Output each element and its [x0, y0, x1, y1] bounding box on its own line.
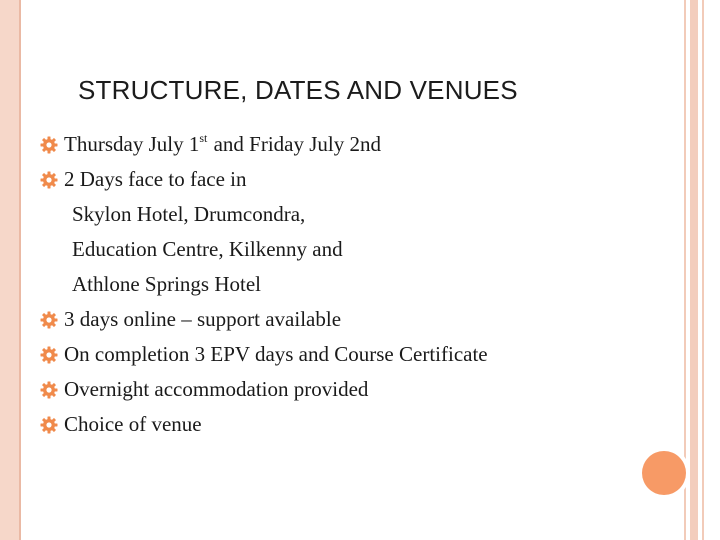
list-item-text: Overnight accommodation provided [64, 377, 369, 401]
list-item-text: Choice of venue [64, 412, 202, 436]
list-item [40, 337, 660, 372]
list-item [40, 407, 660, 442]
gear-icon [40, 311, 58, 329]
gear-icon [40, 381, 58, 399]
list-item-text: Skylon Hotel, Drumcondra, [72, 202, 306, 226]
list-item-continuation [40, 232, 660, 267]
list-item-text: Education Centre, Kilkenny and [72, 237, 343, 261]
right-decorative-band [690, 0, 698, 540]
left-decorative-border [0, 0, 19, 540]
decorative-orange-circle [642, 451, 686, 495]
gear-icon [40, 136, 58, 154]
right-decorative-line [702, 0, 704, 540]
list-item-text-part: Thursday July 1 [64, 132, 200, 156]
gear-icon [40, 171, 58, 189]
list-item-text: On completion 3 EPV days and Course Certificate [64, 342, 488, 366]
list-item [40, 127, 660, 162]
gear-icon [40, 416, 58, 434]
list-item-text: Athlone Springs Hotel [72, 272, 261, 296]
list-item [40, 162, 660, 197]
list-item [40, 372, 660, 407]
list-item [40, 302, 660, 337]
slide-title: STRUCTURE, DATES AND VENUES [78, 75, 518, 105]
list-item-text: 2 Days face to face in [64, 167, 247, 191]
gear-icon [40, 346, 58, 364]
bullet-list [40, 127, 660, 442]
list-item-text: 3 days online – support available [64, 307, 342, 331]
list-item-continuation [40, 197, 660, 232]
list-item-text [64, 127, 381, 165]
list-item-text-part: and Friday July 2nd [208, 132, 381, 156]
left-border-line [19, 0, 21, 540]
list-item-continuation [40, 267, 660, 302]
ordinal-superscript: st [199, 131, 208, 145]
